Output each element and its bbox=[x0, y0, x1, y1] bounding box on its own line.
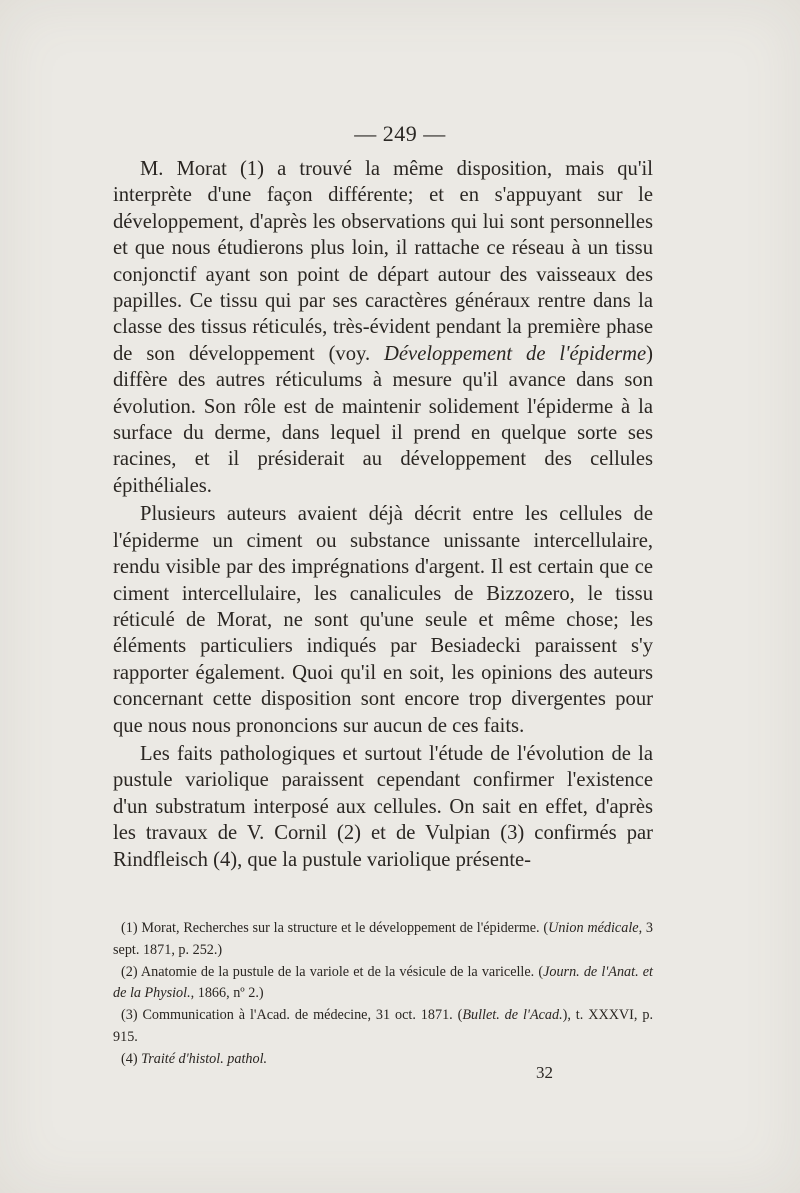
footnote-1 bbox=[113, 918, 653, 962]
paragraph-3: Les faits pathologiques et surtout l'étude de l'évolution de la pustule variolique paraissent cependant confirmer l'existence d'un substratum interposé aux cellules. On sait en effet, d'après les travaux de V. Cornil (2) et de Vulpian (3) confirmés par Rindfleisch (4), que la pustule variolique présente- bbox=[113, 742, 653, 871]
paragraph-1 bbox=[113, 156, 653, 499]
footnote-3 bbox=[113, 1005, 653, 1049]
footnote-4-italic: Traité d'histol. pathol. bbox=[141, 1050, 268, 1067]
paragraph-1-italic: Développement de l'épiderme bbox=[384, 342, 647, 365]
footnote-2-italic: Journ. de l'Anat. et de la Physiol. bbox=[113, 963, 653, 1002]
paragraph-1-text-start: M. Morat (1) a trouvé la même disposition, mais qu'il interprète d'une façon différente; et en s'appuyant sur le développement, d'après les observations qui lui sont personnelles et que nous étudierons plus loin, il rattache ce réseau à un tissu conjonctif ayant son point de départ autour des vaisseaux des papilles. Ce tissu qui par ses caractères généraux rentre dans la classe des tissus réticulés, très-évident pendant la première phase de son développement (voy. bbox=[113, 158, 653, 365]
footnote-1-text: (1) Morat, Recherches sur la structure et le développement de l'épiderme. ( bbox=[121, 920, 549, 936]
footnote-4 bbox=[113, 1049, 653, 1071]
main-text bbox=[113, 156, 653, 873]
footnote-1-italic: Union médicale bbox=[548, 920, 639, 936]
footnote-2 bbox=[113, 962, 653, 1006]
footnote-3-tail: ), t. XXXVI, p. 915. bbox=[113, 1007, 653, 1045]
footnote-3-italic: Bullet. de l'Acad. bbox=[462, 1007, 563, 1024]
footnote-3-text: (3) Communication à l'Acad. de médecine, 31 oct. 1871. ( bbox=[121, 1007, 463, 1024]
page-number-header: — 249 — bbox=[354, 121, 446, 146]
footnote-2-text: (2) Anatomie de la pustule de la variole et de la vésicule de la varicelle. ( bbox=[121, 963, 544, 980]
footnote-1-tail: , 3 sept. 1871, p. 252.) bbox=[113, 920, 653, 958]
signature-mark: 32 bbox=[536, 1063, 553, 1082]
paragraph-1-text-end: ) diffère des autres réticulums à mesure qu'il avance dans son évolution. Son rôle est de maintenir solidement l'épiderme à la surface du derme, dans lequel il prend en quelque sorte ses racines, et il présiderait au développement des cellules épithéliales. bbox=[113, 342, 653, 497]
paragraph-2: Plusieurs auteurs avaient déjà décrit entre les cellules de l'épiderme un ciment ou substance unissante intercellulaire, rendu visible par des imprégnations d'argent. Il est certain que ce ciment intercellulaire, les canalicules de Bizzozero, le tissu réticulé de Morat, ne sont qu'une seule et même chose; les éléments particuliers indiqués par Besiadecki paraissent s'y rapporter également. Quoi qu'il en soit, les opinions des auteurs concernant cette disposition sont encore trop divergentes pour que nous nous prononcions sur aucun de ces faits. bbox=[113, 503, 653, 737]
footnotes bbox=[113, 918, 653, 1071]
footnote-2-tail: , 1866, nº 2.) bbox=[190, 985, 264, 1002]
footnote-4-text: (4) bbox=[121, 1050, 142, 1067]
